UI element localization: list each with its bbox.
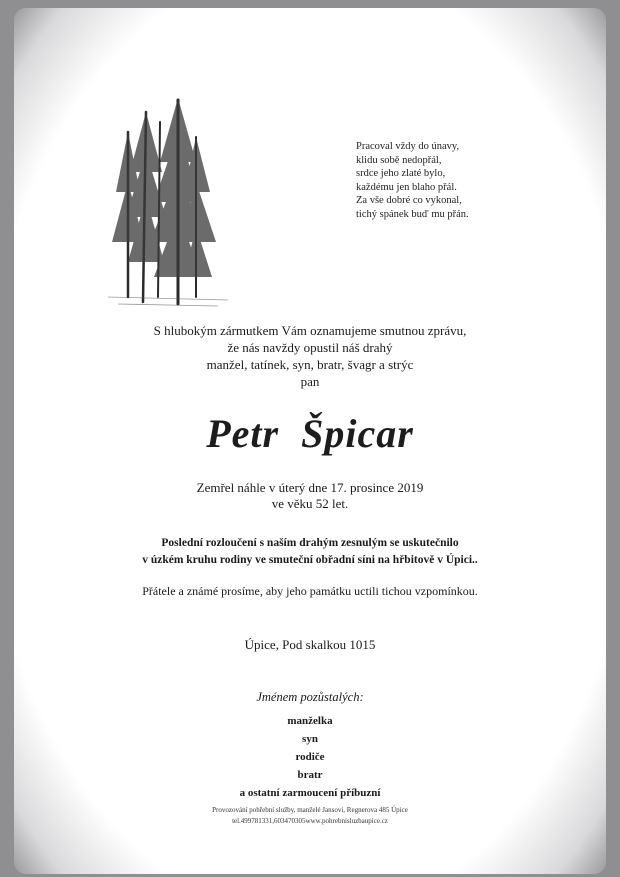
poem-line: Za vše dobré co vykonal, bbox=[356, 195, 462, 207]
death-info bbox=[0, 480, 620, 512]
death-date: Zemřel náhle v úterý dne 17. prosince 2019 bbox=[196, 480, 424, 495]
address: Úpice, Pod skalkou 1015 bbox=[244, 637, 376, 652]
intro-line: S hlubokým zármutkem Vám oznamujeme smutnou zprávu, bbox=[153, 323, 467, 338]
intro-line: pan bbox=[300, 374, 320, 389]
death-age: ve věku 52 let. bbox=[271, 496, 349, 511]
footer-line: Provozování pohřební služby, manželé Jansovi, Regnerova 485 Úpice bbox=[212, 806, 408, 814]
poem-line: klidu sobě nedopřál, bbox=[356, 154, 442, 166]
trees-illustration bbox=[98, 92, 238, 312]
intro-line: manžel, tatínek, syn, bratr, švagr a strýc bbox=[206, 357, 414, 372]
mourner: bratr bbox=[297, 769, 323, 781]
mourner: syn bbox=[302, 733, 318, 745]
funeral-info bbox=[0, 535, 620, 569]
poem-line: každému jen blaho přál. bbox=[356, 181, 457, 193]
poem-line: srdce jeho zlaté bylo, bbox=[356, 168, 446, 180]
announcement-intro bbox=[0, 322, 620, 390]
poem-line: tichý spánek buď mu přán. bbox=[356, 208, 469, 220]
funeral-service-footer bbox=[0, 805, 620, 827]
deceased-name: Petr Špicar bbox=[206, 411, 414, 456]
mourner: rodiče bbox=[295, 751, 325, 763]
behalf-heading: Jménem pozůstalých: bbox=[256, 690, 364, 704]
funeral-line: Poslední rozloučení s naším drahým zesnulým se uskutečnilo bbox=[161, 537, 459, 549]
funeral-line: v úzkém kruhu rodiny ve smuteční obřadní síni na hřbitově v Úpici.. bbox=[142, 554, 478, 566]
poem bbox=[356, 140, 556, 222]
friends-request: Přátele a známé prosíme, aby jeho památku uctili tichou vzpomínkou. bbox=[142, 584, 478, 598]
mourner: a ostatní zarmoucení příbuzní bbox=[239, 787, 381, 799]
footer-line: tel.499781331,603470305www.pohrebnisluzbaupice.cz bbox=[232, 817, 388, 825]
mourner: manželka bbox=[287, 715, 333, 727]
mourners-list bbox=[0, 712, 620, 802]
poem-line: Pracoval vždy do únavy, bbox=[356, 141, 460, 152]
intro-line: že nás navždy opustil náš drahý bbox=[227, 340, 393, 355]
